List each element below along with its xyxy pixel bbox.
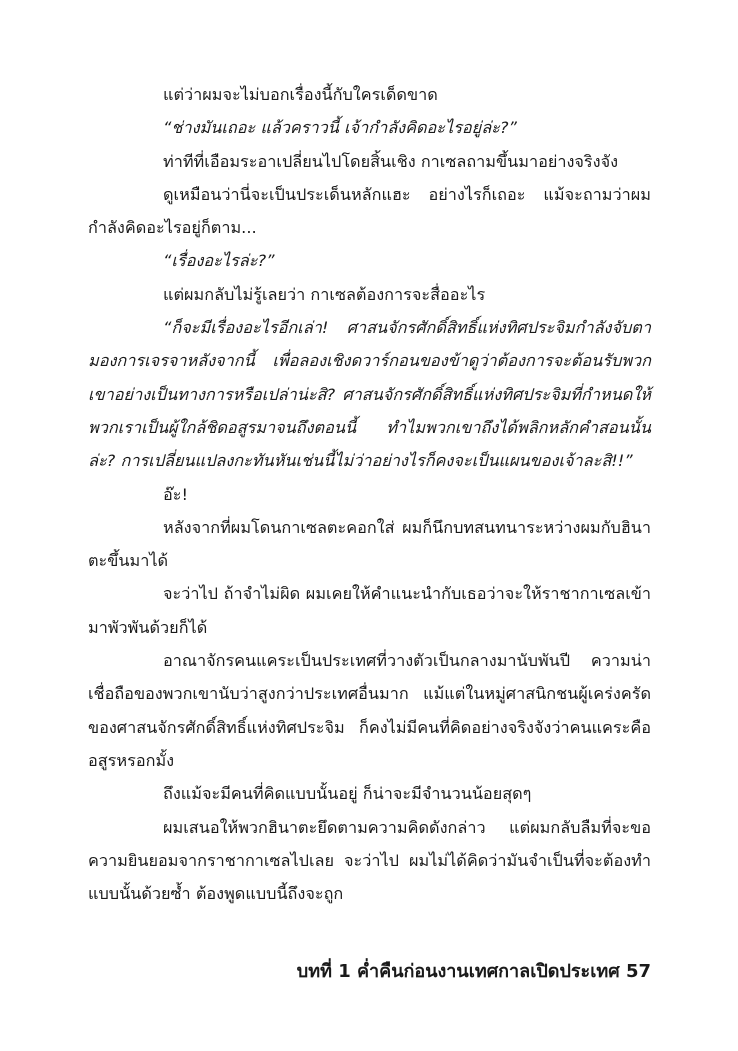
paragraph-10: จะว่าไป ถ้าจำไม่ผิด ผมเคยให้คำแนะนำกับเธอว่าจะให้ราชากาเซลเข้ามาพัวพันด้วยก็ได้ <box>88 584 651 637</box>
paragraph-5-dialogue: “เรื่องอะไรล่ะ?” <box>163 251 275 271</box>
paragraph-3: ท่าทีที่เอือมระอาเปลี่ยนไปโดยสิ้นเชิง กาเซลถามขึ้นมาอย่างจริงจัง <box>163 151 619 171</box>
paragraph-1: แต่ว่าผมจะไม่บอกเรื่องนี้กับใครเด็ดขาด <box>163 85 438 104</box>
page-footer-chapter-page-number: บทที่ 1 ค่ำคืนก่อนงานเทศกาลเปิดประเทศ 57 <box>296 961 651 982</box>
paragraph-12: ถึงแม้จะมีคนที่คิดแบบนั้นอยู่ ก็น่าจะมีจำนวนน้อยสุดๆ <box>163 784 532 804</box>
paragraph-9: หลังจากที่ผมโดนกาเซลตะคอกใส่ ผมก็นึกบทสนทนาระหว่างผมกับฮินาตะขึ้นมาได้ <box>88 517 651 571</box>
paragraph-2-dialogue: “ช่างมันเถอะ แล้วคราวนี้ เจ้ากำลังคิดอะไรอยู่ล่ะ?” <box>163 118 517 138</box>
paragraph-7-dialogue: “ก็จะมีเรื่องอะไรอีกเล่า! ศาสนจักรศักดิ์สิทธิ์แห่งทิศประจิมกำลังจับตามองการเจรจาหลังจากนี้ เพื่อลองเชิงดวาร์กอนของข้าดูว่าต้องการจะต้อนรับพวกเขาอย่างเป็นทางการหรือเปล่าน่ะสิ? ศาสนจักรศักดิ์สิทธิ์แห่งทิศประจิมที่กำหนดให้พวกเราเป็นผู้ใกล้ชิดอสูรมาจนถึงตอนนี้ ทำไมพวกเขาถึงได้พลิกหลักคำสอนนั้นล่ะ? การเปลี่ยนแปลงกะทันหันเช่นนี้ไม่ว่าอย่างไรก็คงจะเป็นแผนของเจ้าละสิ!!” <box>88 318 651 471</box>
paragraph-8: อ๊ะ! <box>163 484 189 504</box>
paragraph-11: อาณาจักรคนแคระเป็นประเทศที่วางตัวเป็นกลางมานับพันปี ความน่าเชื่อถือของพวกเขานับว่าสูงกว่าประเทศอื่นมาก แม้แต่ในหมู่ศาสนิกชนผู้เคร่งครัดของศาสนจักรศักดิ์สิทธิ์แห่งทิศประจิม ก็คงไม่มีคนที่คิดอย่างจริงจังว่าคนแคระคืออสูรหรอกมั้ง <box>88 651 651 770</box>
paragraph-4: ดูเหมือนว่านี่จะเป็นประเด็นหลักแฮะ อย่างไรก็เถอะ แม้จะถามว่าผมกำลังคิดอะไรอยู่ก็ตาม... <box>88 184 651 238</box>
page-body <box>88 78 651 910</box>
paragraph-13: ผมเสนอให้พวกฮินาตะยึดตามความคิดดังกล่าว แต่ผมกลับลืมที่จะขอความยินยอมจากราชากาเซลไปเลย จะว่าไป ผมไม่ได้คิดว่ามันจำเป็นที่จะต้องทำแบบนั้นด้วยซ้ำ ต้องพูดแบบนี้ถึงจะถูก <box>88 817 651 904</box>
paragraph-6: แต่ผมกลับไม่รู้เลยว่า กาเซลต้องการจะสื่ออะไร <box>163 284 486 304</box>
